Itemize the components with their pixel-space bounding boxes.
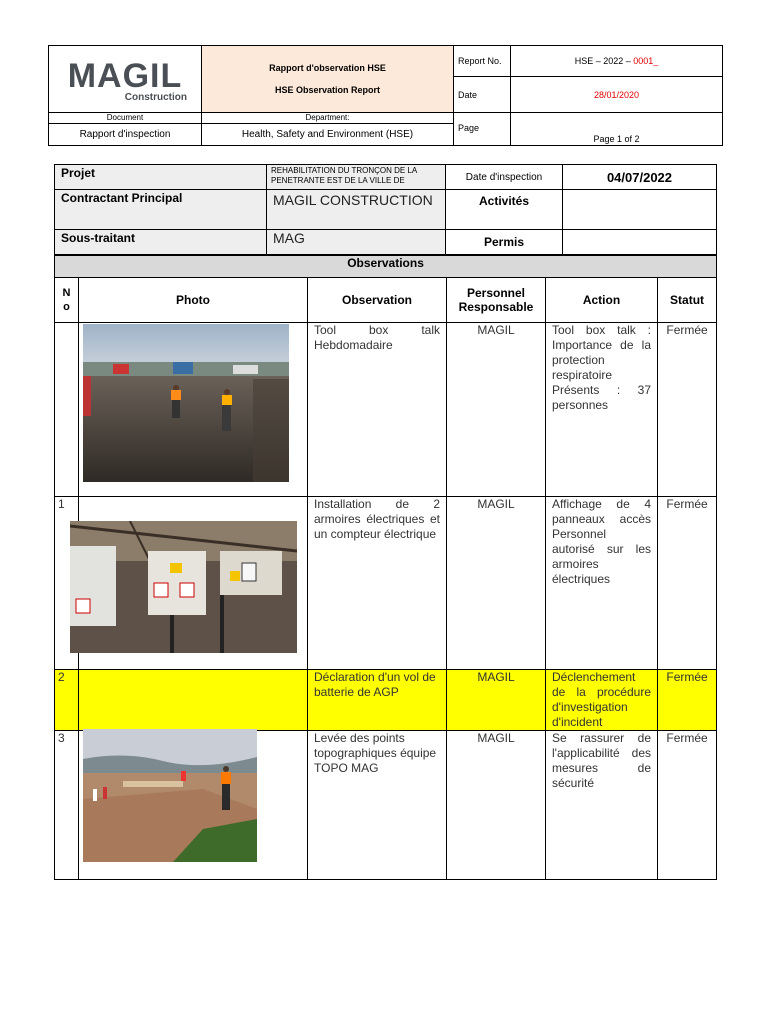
personnel-text: MAGIL <box>447 323 546 497</box>
col-observation: Observation <box>308 278 447 323</box>
title-en: HSE Observation Report <box>274 85 381 95</box>
report-title <box>202 46 454 113</box>
col-action: Action <box>546 278 658 323</box>
table-row-highlighted <box>55 670 717 731</box>
contractant-value: MAGIL CONSTRUCTION <box>267 190 446 230</box>
projet-value: REHABILITATION DU TRONÇON DE LA PENETRANTE EST DE LA VILLE DE <box>267 165 446 190</box>
col-statut: Statut <box>658 278 717 323</box>
personnel-text: MAGIL <box>447 670 546 731</box>
page-label: Page <box>454 113 511 146</box>
col-personnel: Personnel Responsable <box>447 278 546 323</box>
action-text: Affichage de 4 panneaux accès Personnel autorisé sur les armoires électriques <box>546 497 658 670</box>
action-text: Déclenchement de la procédure d'investigation d'incident <box>546 670 658 731</box>
statut-text: Fermée <box>658 323 717 497</box>
row-number: 2 <box>55 670 79 731</box>
observation-text: Levée des points topographiques équipe TOPO MAG <box>308 731 447 880</box>
photo-toolbox-talk <box>83 324 289 482</box>
project-info-table <box>54 164 717 255</box>
row-number: 1 <box>55 497 79 670</box>
title-fr: Rapport d'observation HSE <box>269 63 386 73</box>
logo-subtitle: Construction <box>124 92 187 103</box>
col-no: N o <box>55 278 79 323</box>
sous-traitant-value: MAG <box>267 230 446 255</box>
statut-text: Fermée <box>658 670 717 731</box>
projet-label: Projet <box>55 165 267 190</box>
company-logo <box>49 46 202 113</box>
department-value: Health, Safety and Environment (HSE) <box>202 124 454 146</box>
action-text: Se rassurer de l'applicabilité des mesures de sécurité <box>546 731 658 880</box>
action-text: Tool box talk : Importance de la protection respiratoire Présents : 37 personnes <box>546 323 658 497</box>
contractant-label: Contractant Principal <box>55 190 267 230</box>
report-no-value: HSE – 2022 – 0001_ <box>511 46 723 77</box>
activites-label: Activités <box>446 190 563 230</box>
department-label: Department: <box>202 113 454 124</box>
date-label: Date <box>454 77 511 113</box>
document-value: Rapport d'inspection <box>49 124 202 146</box>
personnel-text: MAGIL <box>447 731 546 880</box>
activites-value <box>563 190 717 230</box>
col-photo: Photo <box>79 278 308 323</box>
sous-traitant-label: Sous-traitant <box>55 230 267 255</box>
statut-text: Fermée <box>658 497 717 670</box>
observation-text: Installation de 2 armoires électriques et un compteur électrique <box>308 497 447 670</box>
permis-value <box>563 230 717 255</box>
date-inspection-label: Date d'inspection <box>446 165 563 190</box>
date-inspection-value: 04/07/2022 <box>563 165 717 190</box>
page-value: Page 1 of 2 <box>511 113 723 146</box>
row-number: 3 <box>55 731 79 880</box>
row-number <box>55 323 79 497</box>
observation-text: Déclaration d'un vol de batterie de AGP <box>308 670 447 731</box>
report-header <box>48 45 723 146</box>
photo-topographic-survey <box>83 729 257 862</box>
photo-electrical-cabinets <box>70 521 297 653</box>
personnel-text: MAGIL <box>447 497 546 670</box>
date-value: 28/01/2020 <box>511 77 723 113</box>
photo-cell <box>79 670 308 731</box>
observations-title: Observations <box>55 256 717 278</box>
statut-text: Fermée <box>658 731 717 880</box>
document-label: Document <box>49 113 202 124</box>
report-no-label: Report No. <box>454 46 511 77</box>
logo-text: MAGIL <box>67 57 183 95</box>
observation-text: Tool box talk Hebdomadaire <box>308 323 447 497</box>
permis-label: Permis <box>446 230 563 255</box>
